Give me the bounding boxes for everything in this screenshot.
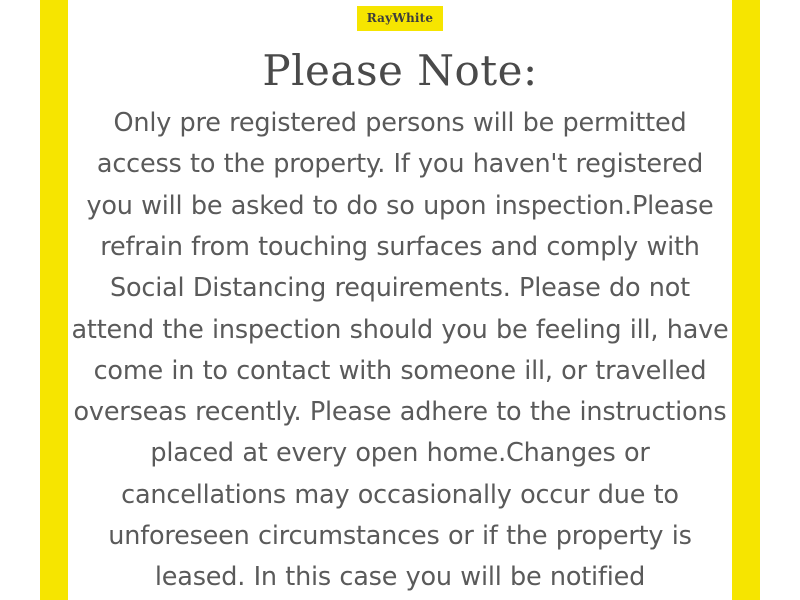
poster-content [68,0,732,600]
outer-margin-left [0,0,40,600]
yellow-band-right [732,0,760,600]
raywhite-logo-text: RayWhite [357,6,444,31]
page-title: Please Note: [262,46,538,95]
brand-logo [68,0,732,31]
yellow-band-left [40,0,68,600]
outer-margin-right [760,0,800,600]
notice-body-text: Only pre registered persons will be permitted access to the property. If you haven't registered you will be asked to do so upon inspection.Please refrain from touching surfaces and comply with Social Distancing requirements. Please do not attend the inspection should you be feeling ill, have come in to contact with someone ill, or travelled overseas recently. Please adhere to the instructions placed at every open home.Changes or cancellations may occasionally occur due to unforeseen circumstances or if the property is leased. In this case you will be notified [71,108,729,593]
